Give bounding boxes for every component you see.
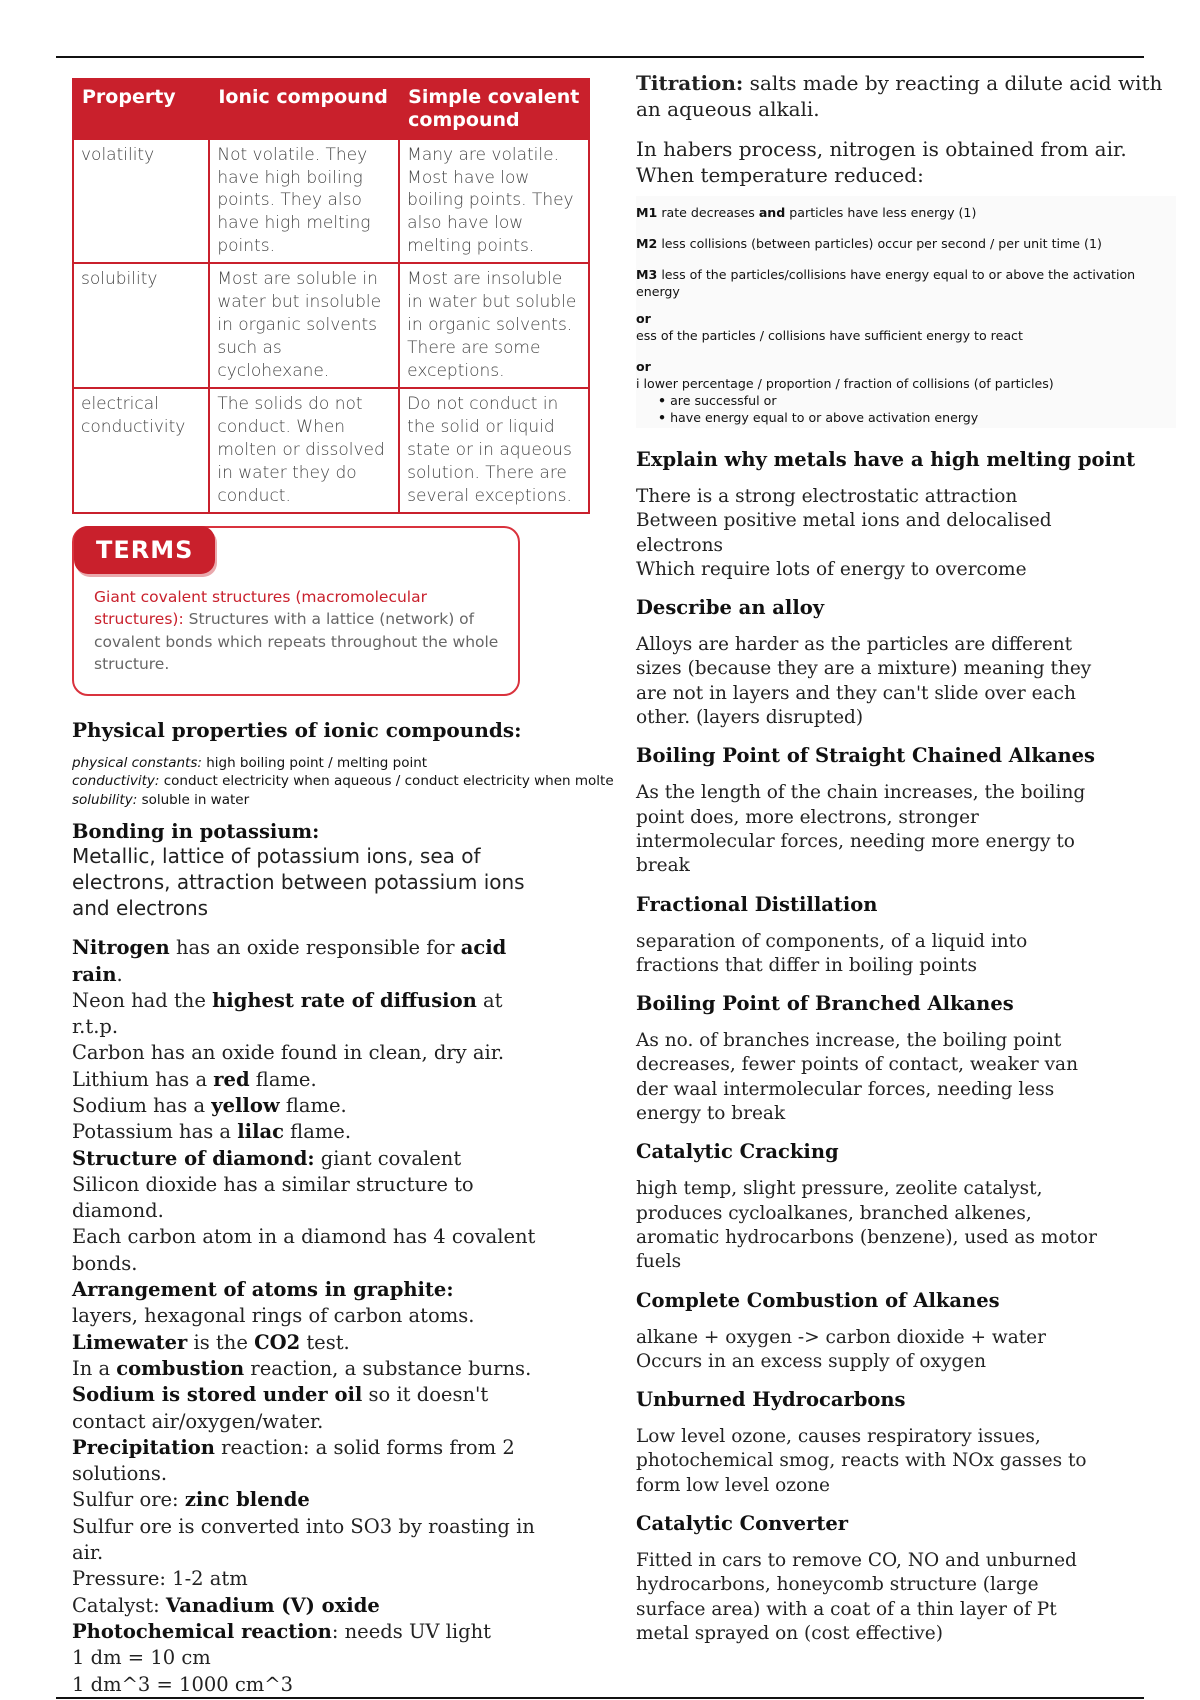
- fact-line: layers, hexagonal rings of carbon atoms.: [72, 1304, 475, 1328]
- right-sections: [636, 448, 1176, 1646]
- titration-label: Titration:: [636, 71, 744, 95]
- fact-line: Carbon has an oxide found in clean, dry air.: [72, 1041, 505, 1065]
- table-header-covalent: Simple covalent compound: [399, 79, 589, 139]
- table-header-property: Property: [73, 79, 209, 139]
- mark-line: or: [636, 359, 651, 374]
- fact-line: Silicon dioxide has a similar structure to diamond.: [72, 1172, 474, 1223]
- section-heading: Unburned Hydrocarbons: [636, 1388, 906, 1412]
- terms-title: TERMS: [74, 526, 215, 574]
- fact-line: Pressure: 1-2 atm: [72, 1567, 248, 1591]
- section-text: high temp, slight pressure, zeolite catalyst, produces cycloalkanes, branched alkenes, aromatic hydrocarbons (benzene), used as motor fuels: [636, 1178, 1097, 1273]
- top-rule: [56, 56, 1144, 58]
- section-heading: Catalytic Converter: [636, 1512, 849, 1536]
- fact-line: Lithium has a red flame.: [72, 1067, 317, 1091]
- mark-line: • are successful or: [658, 393, 777, 408]
- physical-line: conductivity: conduct electricity when aqueous / conduct electricity when molte: [72, 773, 614, 790]
- mark-line: M2 less collisions (between particles) occur per second / per unit time (1): [636, 236, 1102, 251]
- table-cell-covalent: Do not conduct in the solid or liquid state or in aqueous solution. There are several exceptions.: [399, 388, 589, 513]
- section-text: There is a strong electrostatic attraction Between positive metal ions and delocalised electrons Which require lots of energy to overcome: [636, 486, 1052, 580]
- terms-box: [72, 526, 520, 696]
- table-row: [73, 139, 589, 264]
- physical-line: solubility: soluble in water: [72, 792, 250, 809]
- titration-text: Titration: salts made by reacting a dilute acid with an aqueous alkali.: [636, 71, 1163, 121]
- section-text: As no. of branches increase, the boiling point decreases, fewer points of contact, weaker van der waal intermolecular forces, needing less energy to break: [636, 1030, 1078, 1125]
- fact-line: Sulfur ore is converted into SO3 by roasting in air.: [72, 1514, 535, 1565]
- table-cell-property: volatility: [73, 139, 209, 264]
- mark-line: ess of the particles / collisions have sufficient energy to react: [636, 328, 1023, 343]
- fact-line: Sodium has a yellow flame.: [72, 1093, 347, 1117]
- section-heading: Describe an alloy: [636, 596, 825, 620]
- section-heading: Complete Combustion of Alkanes: [636, 1288, 1000, 1312]
- section-text: Alloys are harder as the particles are different sizes (because they are a mixture) meaning they are not in layers and they can't slide over each other. (layers disrupted): [636, 634, 1092, 729]
- fact-line: Structure of diamond: giant covalent: [72, 1146, 462, 1170]
- fact-line: Neon had the highest rate of diffusion at r.t.p.: [72, 988, 503, 1039]
- fact-line: In a combustion reaction, a substance burns.: [72, 1356, 532, 1380]
- terms-definition: Structures with a lattice (network) of covalent bonds which repeats throughout the whole structure.: [94, 610, 499, 674]
- fact-line: Sodium is stored under oil so it doesn't contact air/oxygen/water.: [72, 1383, 489, 1433]
- fact-line: Nitrogen has an oxide responsible for acid rain.: [72, 936, 507, 986]
- section-text: Fitted in cars to remove CO, NO and unburned hydrocarbons, honeycomb structure (large surface area) with a coat of a thin layer of Pt metal sprayed on (cost effective): [636, 1550, 1077, 1644]
- section-text: As the length of the chain increases, the boiling point does, more electrons, stronger intermolecular forces, needing more energy to break: [636, 782, 1086, 877]
- fact-line: 1 dm = 10 cm: [72, 1646, 211, 1670]
- table-header-row: [73, 79, 589, 139]
- terms-term: Giant covalent structures (macromolecular structures):: [94, 587, 427, 629]
- fact-line: Precipitation reaction: a solid forms from 2 solutions.: [72, 1435, 515, 1486]
- fact-line: Catalyst: Vanadium (V) oxide: [72, 1593, 380, 1617]
- mark-line: • have energy equal to or above activation energy: [658, 410, 979, 425]
- section-text: Low level ozone, causes respiratory issues, photochemical smog, reacts with NOx gasses to form low level ozone: [636, 1426, 1087, 1496]
- physical-line: physical constants: high boiling point / melting point: [72, 754, 428, 771]
- table-cell-property: electrical conductivity: [73, 388, 209, 513]
- section-heading: Boiling Point of Branched Alkanes: [636, 992, 1014, 1016]
- fact-line: Photochemical reaction: needs UV light: [72, 1619, 492, 1643]
- section-heading: Explain why metals have a high melting point: [636, 448, 1136, 471]
- section-heading: Boiling Point of Straight Chained Alkanes: [636, 744, 1096, 768]
- table-header-ionic: Ionic compound: [209, 79, 399, 139]
- table-cell-covalent: Many are volatile. Most have low boiling points. They also have low melting points.: [399, 139, 589, 264]
- mark-line: i lower percentage / proportion / fraction of collisions (of particles): [636, 376, 1054, 391]
- properties-table: [72, 78, 590, 514]
- table-cell-ionic: The solids do not conduct. When molten or dissolved in water they do conduct.: [209, 388, 399, 513]
- mark-line: M3 less of the particles/collisions have energy equal to or above the activation energy: [636, 267, 1136, 299]
- section-heading: Catalytic Cracking: [636, 1140, 839, 1164]
- mark-line: M1 rate decreases and particles have less energy (1): [636, 205, 977, 220]
- physical-heading: Physical properties of ionic compounds:: [72, 717, 522, 742]
- terms-text: [94, 586, 502, 676]
- habers-text: In habers process, nitrogen is obtained from air. When temperature reduced:: [636, 137, 1127, 187]
- section-text: alkane + oxygen -> carbon dioxide + water Occurs in an excess supply of oxygen: [636, 1326, 1046, 1372]
- fact-line: Arrangement of atoms in graphite:: [72, 1278, 454, 1302]
- table-row: [73, 388, 589, 513]
- table-cell-property: solubility: [73, 263, 209, 388]
- right-column: [636, 70, 1176, 1646]
- fact-line: Potassium has a lilac flame.: [72, 1120, 352, 1144]
- fact-line: 1 dm^3 = 1000 cm^3: [72, 1672, 294, 1696]
- table-cell-covalent: Most are insoluble in water but soluble in organic solvents. There are some exceptions.: [399, 263, 589, 388]
- section-heading: Fractional Distillation: [636, 892, 878, 916]
- fact-line: Sulfur ore: zinc blende: [72, 1488, 310, 1512]
- fact-line: Each carbon atom in a diamond has 4 covalent bonds.: [72, 1225, 536, 1275]
- bonding-heading: Bonding in potassium:: [72, 820, 320, 844]
- facts-list: [72, 935, 552, 1698]
- bonding-text: Metallic, lattice of potassium ions, sea of electrons, attraction between potassium ions and electrons: [72, 844, 525, 921]
- physical-list: [72, 754, 614, 811]
- table-cell-ionic: Not volatile. They have high boiling points. They also have high melting points.: [209, 139, 399, 264]
- table-cell-ionic: Most are soluble in water but insoluble in organic solvents such as cyclohexane.: [209, 263, 399, 388]
- mark-scheme: [636, 196, 1176, 428]
- section-text: separation of components, of a liquid into fractions that differ in boiling points: [636, 930, 1028, 976]
- table-row: [73, 263, 589, 388]
- left-column: [72, 78, 614, 1698]
- mark-line: or: [636, 311, 651, 326]
- fact-line: Limewater is the CO2 test.: [72, 1330, 350, 1354]
